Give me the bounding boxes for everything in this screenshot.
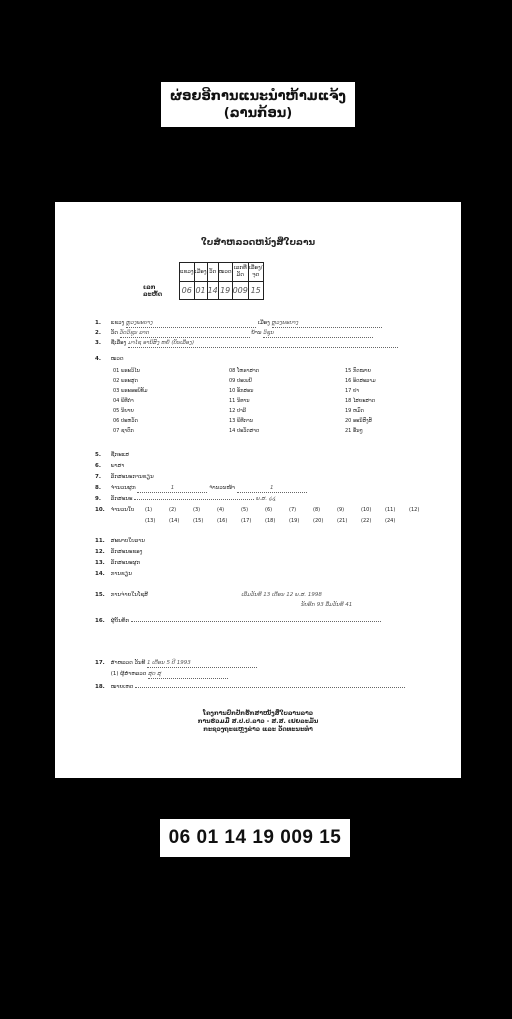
category-option: 21 ອື່ນໆ: [345, 428, 363, 434]
leaf-count-option: (16): [217, 518, 228, 524]
leaf-count-option: (17): [241, 518, 252, 524]
field-title: 3. ຊື່ເລື່ອງ ມາໄຊ ອານິສົງ ຫຍໍ້ (ບັນເລືອງ): [95, 340, 398, 348]
field-remarks: 18. ໝາຍເຫດ: [95, 684, 405, 691]
code-value-fascicle: 15: [248, 282, 263, 300]
leaf-count-option: (19): [289, 518, 300, 524]
code-value-district: 01: [194, 282, 207, 300]
code-header-province: ແຂວງ: [180, 263, 195, 282]
category-option: 07 ຊາດົກ: [113, 428, 134, 434]
field-binding: 13. ລັກສະນະຜູກ: [95, 560, 141, 566]
field-recorder: 16. ຜູ້ບັນທຶກ: [95, 618, 381, 625]
leaf-count-option: (9): [337, 507, 345, 513]
leaf-count-option: (12): [409, 507, 420, 513]
code-value-bundle: 009: [232, 282, 248, 300]
code-value-temple: 14: [207, 282, 218, 300]
code-header-temple: ວັດ: [207, 263, 218, 282]
footer-line2: ການຮ່ວມມື ສ.ປ.ປ.ລາວ - ສ.ສ. ເຢຍລະມັນ: [197, 718, 319, 725]
leaf-count-option: (6): [265, 507, 273, 513]
category-option: 12 ປາລີ: [229, 408, 247, 414]
category-option: 10 ອັກສອນ: [229, 388, 254, 394]
leaf-count-option: (21): [337, 518, 348, 524]
leaf-count-option: (15): [193, 518, 204, 524]
category-option: 03 ພຣະອະພິທັມ: [113, 388, 148, 394]
field-dating: 15. ການຈ່າຍໃນໂຊສີ ເລີ່ມວັນທີ 13 ເດືອນ 12 ພ.ສ. 1998: [95, 592, 322, 598]
field-surveyor: (1) ຜູ້ສຳຫລວດ ສຸດ ສຸ: [95, 671, 228, 679]
leaf-count-option: (8): [313, 507, 321, 513]
code-value-province: 06: [180, 282, 195, 300]
code-grid: [179, 262, 264, 300]
field-script: 5. ຊື່ກະແສ: [95, 452, 130, 458]
field-condition: 11. ສະພາບໃບລານ: [95, 538, 145, 544]
manuscript-code: 06 01 14 19 009 15: [168, 827, 342, 848]
category-option: 08 ໂຫຣາສາດ: [229, 368, 260, 374]
leaf-count-option: (5): [241, 507, 249, 513]
footer-line3: ກະຊວງຖະແຫຼງຂ່າວ ແລະ ວັດທະນະທຳ: [203, 726, 313, 733]
leaf-count-option: (18): [265, 518, 276, 524]
field-language: 6. ພາສາ: [95, 463, 125, 469]
field-survey-date: 17. ສຳຫລວດ ວັນທີ 1 ເດືອນ 5 ປີ 1993: [95, 660, 257, 668]
leaf-count-option: (13): [145, 518, 156, 524]
leaf-count-option: (24): [385, 518, 396, 524]
category-option: 11 ນິທານ: [229, 398, 250, 404]
code-value-category: 19: [218, 282, 232, 300]
manuscript-code-label: [160, 819, 350, 857]
field-writing: 14. ການຂຽນ: [95, 571, 133, 577]
field-fascicle-count: 8. ຈຳນວນຜູກ 1 ຈຳນວນໜ້າ 1: [95, 485, 307, 493]
footer-line1: ໂຄງການປົກປັກຮັກສາໜັງສືໃບລານລາວ: [202, 710, 314, 717]
code-header-fascicle: ເລື່ອງ/ຈຸດ: [248, 263, 263, 282]
code-label: ເລກລະຫັດ: [143, 284, 163, 298]
category-option: 09 ປະເພນີ: [229, 378, 252, 384]
field-cover: 12. ລັກສະນະຂອງ: [95, 549, 143, 555]
category-option: 18 ໄສຍະສາດ: [345, 398, 376, 404]
header-label-line2: (ລານກ້ອນ): [223, 105, 293, 121]
header-label: [161, 82, 355, 127]
header-label-line1: ຜ່ອຍອີການແນະນຳຫ້າມແຈ້ງ: [170, 88, 346, 104]
leaf-count-option: (7): [289, 507, 297, 513]
field-writing-style: 7. ລັກສະນະການຂຽນ: [95, 474, 154, 480]
category-option: 17 ຢາ: [345, 388, 360, 394]
leaf-count-option: (4): [217, 507, 225, 513]
category-option: 01 ພຣະວິໄນ: [113, 368, 140, 374]
field-dating-2: ນັບອີກ 93 ລື່ມວັນທີ 41: [301, 602, 353, 608]
leaf-count-option: (22): [361, 518, 372, 524]
leaf-count-option: (11): [385, 507, 396, 513]
code-header-bundle: ເລກທີ່ມັດ: [232, 263, 248, 282]
code-header-district: ເມືອງ: [194, 263, 207, 282]
category-option: 04 ພິທີກຳ: [113, 398, 134, 404]
leaf-count-option: (14): [169, 518, 180, 524]
leaf-count-option: (1): [145, 507, 153, 513]
field-leaf-count: 10. ຈຳນວນໃບ: [95, 507, 135, 513]
category-option: 20 ອະນິສົງສ໌: [345, 418, 373, 424]
field-temple: 2. ວັດ ວັດວິຊຸນ ລາດ ບ້ານ ວິຊຸນ: [95, 330, 373, 338]
category-option: 14 ປະວັດສາດ: [229, 428, 260, 434]
form-title: ໃບສຳຫລວດຫນ້ງສືໃບລານ: [200, 238, 316, 248]
leaf-count-option: (10): [361, 507, 372, 513]
category-option: 02 ພຣະສູດ: [113, 378, 138, 384]
form-footer: [55, 710, 461, 734]
leaf-count-option: (2): [169, 507, 177, 513]
category-option: 05 ນິຍາຍ: [113, 408, 134, 414]
category-option: 16 ອິດສະລາມ: [345, 378, 376, 384]
survey-form-sheet: [55, 202, 461, 778]
field-category: 4. ໝວດ: [95, 356, 124, 362]
field-characteristics: 9. ລັກສະນະ ພ.ສ. ໒໔: [95, 496, 276, 502]
field-province: 1. ແຂວງ ຫຼວງພະບາງ ເມືອງ ຫຼວງພະບາງ: [95, 320, 382, 328]
category-option: 19 ຫມົດ: [345, 408, 364, 414]
category-option: 13 ພິທີການ: [229, 418, 254, 424]
leaf-count-option: (3): [193, 507, 201, 513]
category-option: 06 ປະຫວັດ: [113, 418, 138, 424]
leaf-count-option: (20): [313, 518, 324, 524]
code-header-category: ໝວດ: [218, 263, 232, 282]
category-option: 15 ກົດໝາຍ: [345, 368, 371, 374]
